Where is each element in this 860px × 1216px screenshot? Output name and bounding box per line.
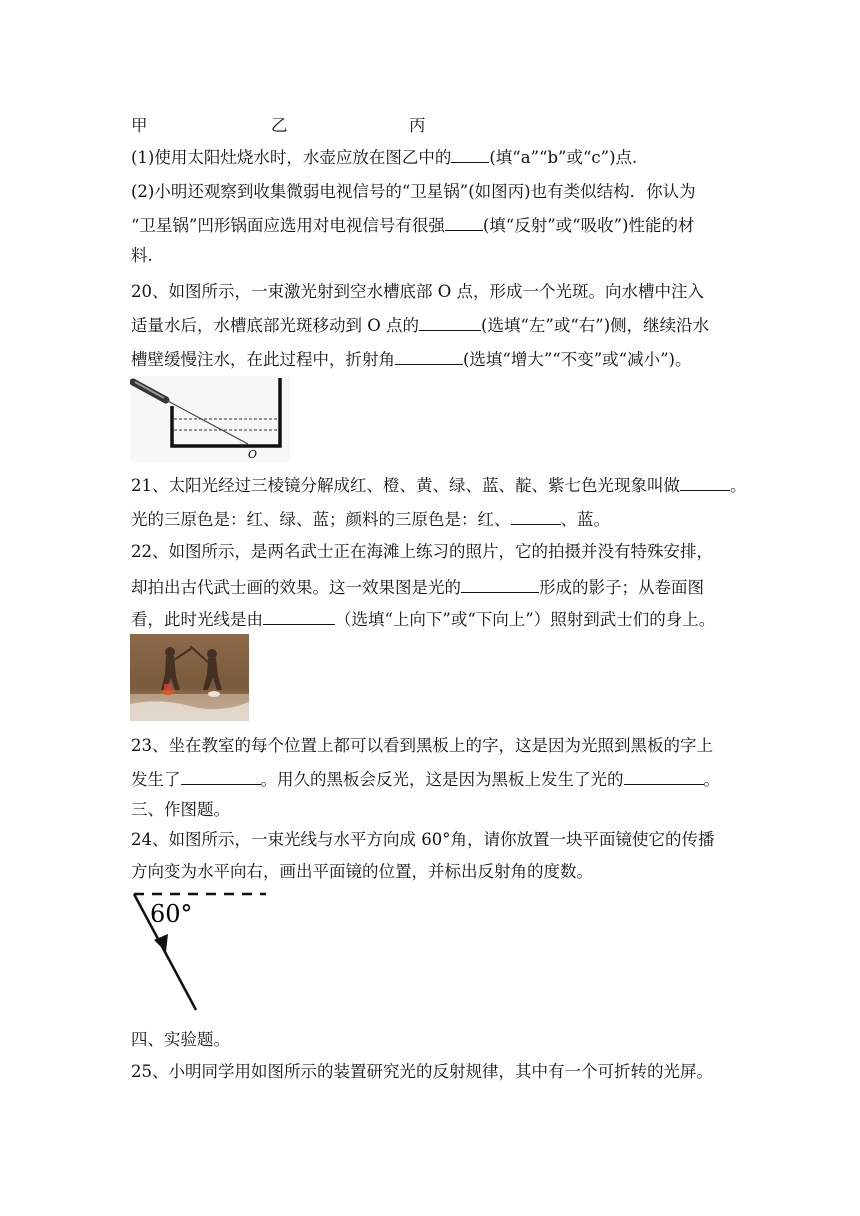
figure-label-jia: 甲	[131, 116, 148, 135]
q23-line1: 23、坐在教室的每个位置上都可以看到黑板上的字，这是因为光照到黑板的字上	[131, 736, 713, 755]
q20-line1: 20、如图所示，一束激光射到空水槽底部 O 点，形成一个光斑。向水槽中注入	[131, 282, 705, 301]
section-4-heading: 四、实验题。	[131, 1030, 230, 1049]
answer-blank	[624, 768, 704, 785]
answer-blank	[263, 608, 335, 625]
light-ray-figure	[124, 886, 274, 1016]
q21-line1: 21、太阳光经过三棱镜分解成红、橙、黄、绿、蓝、靛、紫七色光现象叫做 。	[131, 476, 747, 495]
angle-label: 60°	[150, 900, 193, 928]
q22-line2: 却拍出古代武士画的效果。这一效果图是光的 形成的影子；从卷面图	[131, 578, 704, 597]
point-o-label: O	[248, 448, 258, 461]
answer-blank	[451, 146, 489, 163]
q20-line3: 槽壁缓慢注水，在此过程中，折射角 (选填“增大”“不变”或“减小”)。	[131, 350, 692, 369]
figure-label-yi: 乙	[271, 116, 288, 135]
q22-line1: 22、如图所示，是两名武士正在海滩上练习的照片，它的拍摄并没有特殊安排，	[131, 542, 713, 561]
q22-line3: 看，此时光线是由 （选填“上向下”或“下向上”）照射到武士们的身上。	[131, 610, 716, 629]
q23-line2: 发生了 。用久的黑板会反光，这是因为黑板上发生了光的 。	[131, 770, 720, 789]
q19-part2-line3: 料.	[131, 246, 153, 265]
answer-blank	[680, 474, 730, 491]
q19-part2-line2: “卫星锅”凹形锅面应选用对电视信号有很强 (填“反射”或“吸收”)性能的材	[131, 216, 695, 235]
water-tank-figure	[130, 376, 290, 462]
q25-line1: 25、小明同学用如图所示的装置研究光的反射规律，其中有一个可折转的光屏。	[131, 1062, 713, 1081]
answer-blank	[511, 508, 561, 525]
answer-blank	[395, 348, 463, 365]
figure-label-bing: 丙	[409, 116, 426, 135]
q20-line2: 适量水后，水槽底部光斑移动到 O 点的 (选填“左”或“右”)侧，继续沿水	[131, 316, 710, 335]
answer-blank	[445, 214, 483, 231]
q21-line2: 光的三原色是：红、绿、蓝；颜料的三原色是：红、 、蓝。	[131, 510, 610, 529]
q24-line2: 方向变为水平向右，画出平面镜的位置，并标出反射角的度数。	[131, 862, 593, 881]
answer-blank	[419, 314, 481, 331]
warriors-shadow-photo	[130, 634, 249, 721]
answer-blank	[181, 768, 261, 785]
q19-part1: (1)使用太阳灶烧水时，水壶应放在图乙中的 (填“a”“b”或“c”)点.	[131, 148, 638, 167]
q24-line1: 24、如图所示，一束光线与水平方向成 60°角，请你放置一块平面镜使它的传播	[131, 830, 715, 849]
answer-blank	[461, 576, 539, 593]
section-3-heading: 三、作图题。	[131, 800, 230, 819]
q19-part2-line1: (2)小明还观察到收集微弱电视信号的“卫星锅”(如图丙)也有类似结构．你认为	[131, 182, 696, 201]
